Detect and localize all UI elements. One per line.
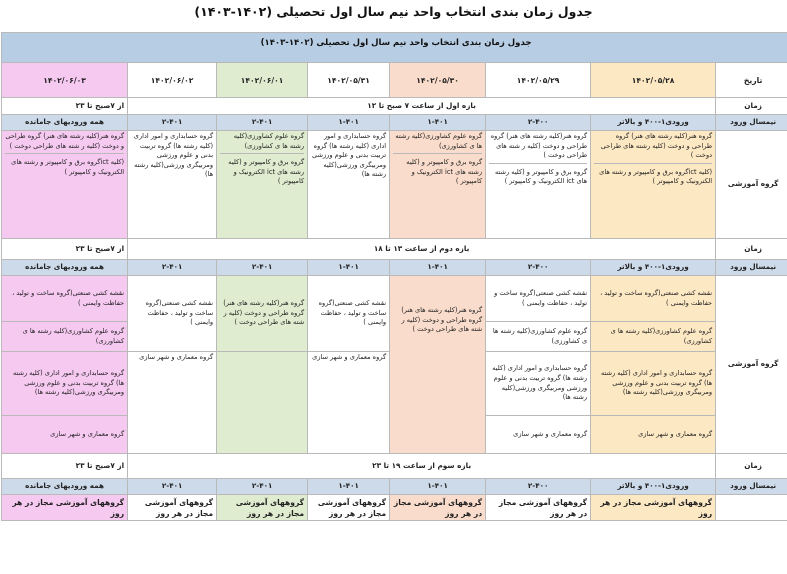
group-cell xyxy=(217,131,308,239)
entry-cell: ۲-۴۰۱ xyxy=(128,260,217,276)
group-cell: گروههای آموزشی مجاز در هر روز xyxy=(2,495,128,521)
entry-cell: ۲-۴۰۱ xyxy=(128,115,217,131)
group-text: گروه هنر(کلیه رشته های هنر) گروه طراحی و دوخت (کلیه ر شته های طراحی دوخت ) xyxy=(489,132,587,164)
entry-cell: ورودی۱-۴۰۰ و بالاتر xyxy=(591,115,716,131)
group-cell: گروههای آموزشی مجاز در هر روز xyxy=(591,495,716,521)
date-cell: ۱۴۰۲/۰۶/۰۲ xyxy=(128,63,217,98)
group-text: گروه هنر(کلیه رشته های هنر) گروه طراحی و دوخت (کلیه رشته های طراحی دوخت ) xyxy=(594,132,712,164)
entry-cell: ۲-۴۰۰ xyxy=(486,115,591,131)
date-cell: ۱۴۰۲/۰۵/۳۰ xyxy=(390,63,486,98)
group-cell xyxy=(217,352,308,454)
session-window-leftover: از ۷صبح تا ۲۳ xyxy=(2,98,128,115)
group-cell: گروه علوم کشاورزی(کلیه رشته ها ی کشاورزی) xyxy=(591,322,716,352)
entry-cell: ورودی۱-۴۰۰ و بالاتر xyxy=(591,260,716,276)
group-cell: گروههای آموزشی مجاز در هر روز xyxy=(128,495,217,521)
group-cell: گروه هنر(کلیه رشته های هنر) گروه طراحی و دوخت (کلیه ر شته های طراحی دوخت ) xyxy=(217,276,308,352)
group-text: گروه برق و کامپیوتر و (کلیه رشته های ict الکترونیک و کامپیوتر ) xyxy=(228,158,305,186)
entry-cell: همه ورودیهای جامانده xyxy=(2,479,128,495)
date-label: تاریخ xyxy=(716,63,787,98)
group-cell: گروههای آموزشی مجاز در هر روز xyxy=(217,495,308,521)
entry-cell: ۲-۴۰۱ xyxy=(128,479,217,495)
entry-cell: ۱-۴۰۱ xyxy=(308,260,390,276)
entry-cell: ورودی۱-۴۰۰ و بالاتر xyxy=(591,479,716,495)
group-cell: گروه معماری و شهر سازی xyxy=(2,416,128,454)
entry-label: نیمسال ورود xyxy=(716,479,787,495)
entry-cell: ۲-۴۰۰ xyxy=(486,479,591,495)
group-cell: گروه معماری و شهر سازی xyxy=(308,352,390,454)
group-cell xyxy=(390,131,486,239)
group-cell: گروههای آموزشی مجاز در هر روز xyxy=(486,495,591,521)
group-cell: گروه حسابداری و امور اداری (کلیه رشته ها) گروه تربیت بدنی و علوم ورزشی ومربیگری ورزشی(کلیه رشته ها) xyxy=(2,352,128,416)
group-text: گروه هنر(کلیه رشته های هنر) گروه طراحی و دوخت (کلیه ر شته های طراحی دوخت ) xyxy=(5,132,124,154)
entry-cell: ۱-۴۰۱ xyxy=(390,115,486,131)
group-cell: گروههای آموزشی مجاز در هر روز xyxy=(308,495,390,521)
group-text: گروه علوم کشاورزی(کلیه رشته ها ی کشاورزی) xyxy=(393,132,482,154)
group-cell: گروه حسابداری و امور اداری (کلیه رشته ها) گروه تربیت بدنی و علوم ورزشی ومربیگری ورزشی(کلیه رشته ها) xyxy=(128,131,217,239)
group-cell: گروه هنر(کلیه رشته های هنر) گروه طراحی و دوخت (کلیه ر شته های طراحی دوخت ) xyxy=(390,276,486,454)
entry-cell: همه ورودیهای جامانده xyxy=(2,260,128,276)
date-cell: ۱۴۰۲/۰۵/۲۹ xyxy=(486,63,591,98)
group-cell: گروه معماری و شهر سازی xyxy=(486,416,591,454)
group-cell: گروه علوم کشاورزی(کلیه رشته ها ی کشاورزی) xyxy=(2,322,128,352)
time-label: زمان xyxy=(716,454,787,479)
group-cell: گروه حسابداری و امور اداری (کلیه رشته ها) گروه تربیت بدنی و علوم ورزشی ومربیگری ورزشی(کلیه رشته ها) xyxy=(308,131,390,239)
entry-cell: ۲-۴۰۱ xyxy=(217,260,308,276)
group-cell: گروه علوم کشاورزی(کلیه رشته ها ی کشاورزی) xyxy=(486,322,591,352)
entry-cell: ۱-۴۰۱ xyxy=(390,479,486,495)
group-text: گروه علوم کشاورزی(کلیه رشته ها ی کشاورزی) xyxy=(220,132,304,154)
group-cell: نقشه کشی صنعتی(گروه ساخت و تولید ، حفاظت وایمنی ) xyxy=(308,276,390,352)
date-cell: ۱۴۰۲/۰۵/۲۸ xyxy=(591,63,716,98)
date-cell: ۱۴۰۲/۰۶/۰۱ xyxy=(217,63,308,98)
table-banner: جدول زمان بندی انتخاب واحد نیم سال اول تحصیلی (۱۴۰۲-۱۴۰۳) xyxy=(2,33,787,63)
page-title: جدول زمان بندی انتخاب واحد نیم سال اول تحصیلی (۱۴۰۲-۱۴۰۳) xyxy=(194,4,593,19)
entry-cell: همه ورودیهای جامانده xyxy=(2,115,128,131)
entry-cell: ۲-۴۰۰ xyxy=(486,260,591,276)
group-label: گروه آموزشی xyxy=(716,131,787,239)
entry-cell: ۱-۴۰۱ xyxy=(308,479,390,495)
group-cell xyxy=(591,131,716,239)
date-cell: ۱۴۰۲/۰۵/۳۱ xyxy=(308,63,390,98)
group-text: گروه برق و کامپیوتر و (کلیه رشته های ict الکترونیک و کامپیوتر ) xyxy=(494,167,588,186)
group-text: (کلیه ictگروه برق و کامپیوتر و رشته های الکترونیک و کامپیوتر ) xyxy=(11,158,125,176)
session-window-leftover: از ۷صبح تا ۲۳ xyxy=(2,239,128,260)
entry-cell: ۲-۴۰۱ xyxy=(217,479,308,495)
entry-cell: ۲-۴۰۱ xyxy=(217,115,308,131)
date-cell: ۱۴۰۲/۰۶/۰۳ xyxy=(2,63,128,98)
group-text: گروه برق و کامپیوتر و (کلیه رشته های ict الکترونیک و کامپیوتر ) xyxy=(406,158,483,186)
session-window: بازه دوم از ساعت ۱۳ تا ۱۸ xyxy=(128,239,716,260)
session-window: بازه اول از ساعت ۷ صبح تا ۱۲ xyxy=(128,98,716,115)
session-window: بازه سوم از ساعت ۱۹ تا ۲۳ xyxy=(128,454,716,479)
group-cell: نقشه کشی صنعتی(گروه ساخت و تولید ، حفاظت وایمنی ) xyxy=(2,276,128,322)
entry-label: نیمسال ورود xyxy=(716,115,787,131)
group-cell: گروه معماری و شهر سازی xyxy=(128,352,217,454)
group-cell: گروههای آموزشی مجاز در هر روز xyxy=(390,495,486,521)
group-cell xyxy=(486,131,591,239)
group-label: گروه آموزشی xyxy=(716,276,787,454)
entry-label: نیمسال ورود xyxy=(716,260,787,276)
entry-cell: ۱-۴۰۱ xyxy=(308,115,390,131)
group-label xyxy=(716,495,787,521)
group-text: (کلیه ictگروه برق و کامپیوتر و رشته های الکترونیک و کامپیوتر ) xyxy=(599,167,713,186)
group-cell: گروه معماری و شهر سازی xyxy=(591,416,716,454)
time-label: زمان xyxy=(716,98,787,115)
time-label: زمان xyxy=(716,239,787,260)
group-cell: نقشه کشی صنعتی(گروه ساخت و تولید ، حفاظت وایمنی ) xyxy=(486,276,591,322)
schedule-table xyxy=(1,32,787,521)
entry-cell: ۱-۴۰۱ xyxy=(390,260,486,276)
group-cell: گروه حسابداری و امور اداری (کلیه رشته ها) گروه تربیت بدنی و علوم ورزشی ومربیگری ورزشی(کلیه رشته ها) xyxy=(591,352,716,416)
session-window-leftover: از ۷صبح تا ۲۳ xyxy=(2,454,128,479)
group-cell: نقشه کشی صنعتی(گروه ساخت و تولید ، حفاظت وایمنی ) xyxy=(128,276,217,352)
group-cell xyxy=(2,131,128,239)
group-cell: نقشه کشی صنعتی(گروه ساخت و تولید ، حفاظت وایمنی ) xyxy=(591,276,716,322)
group-cell: گروه حسابداری و امور اداری (کلیه رشته ها) گروه تربیت بدنی و علوم ورزشی ومربیگری ورزشی(کلیه رشته ها) xyxy=(486,352,591,416)
